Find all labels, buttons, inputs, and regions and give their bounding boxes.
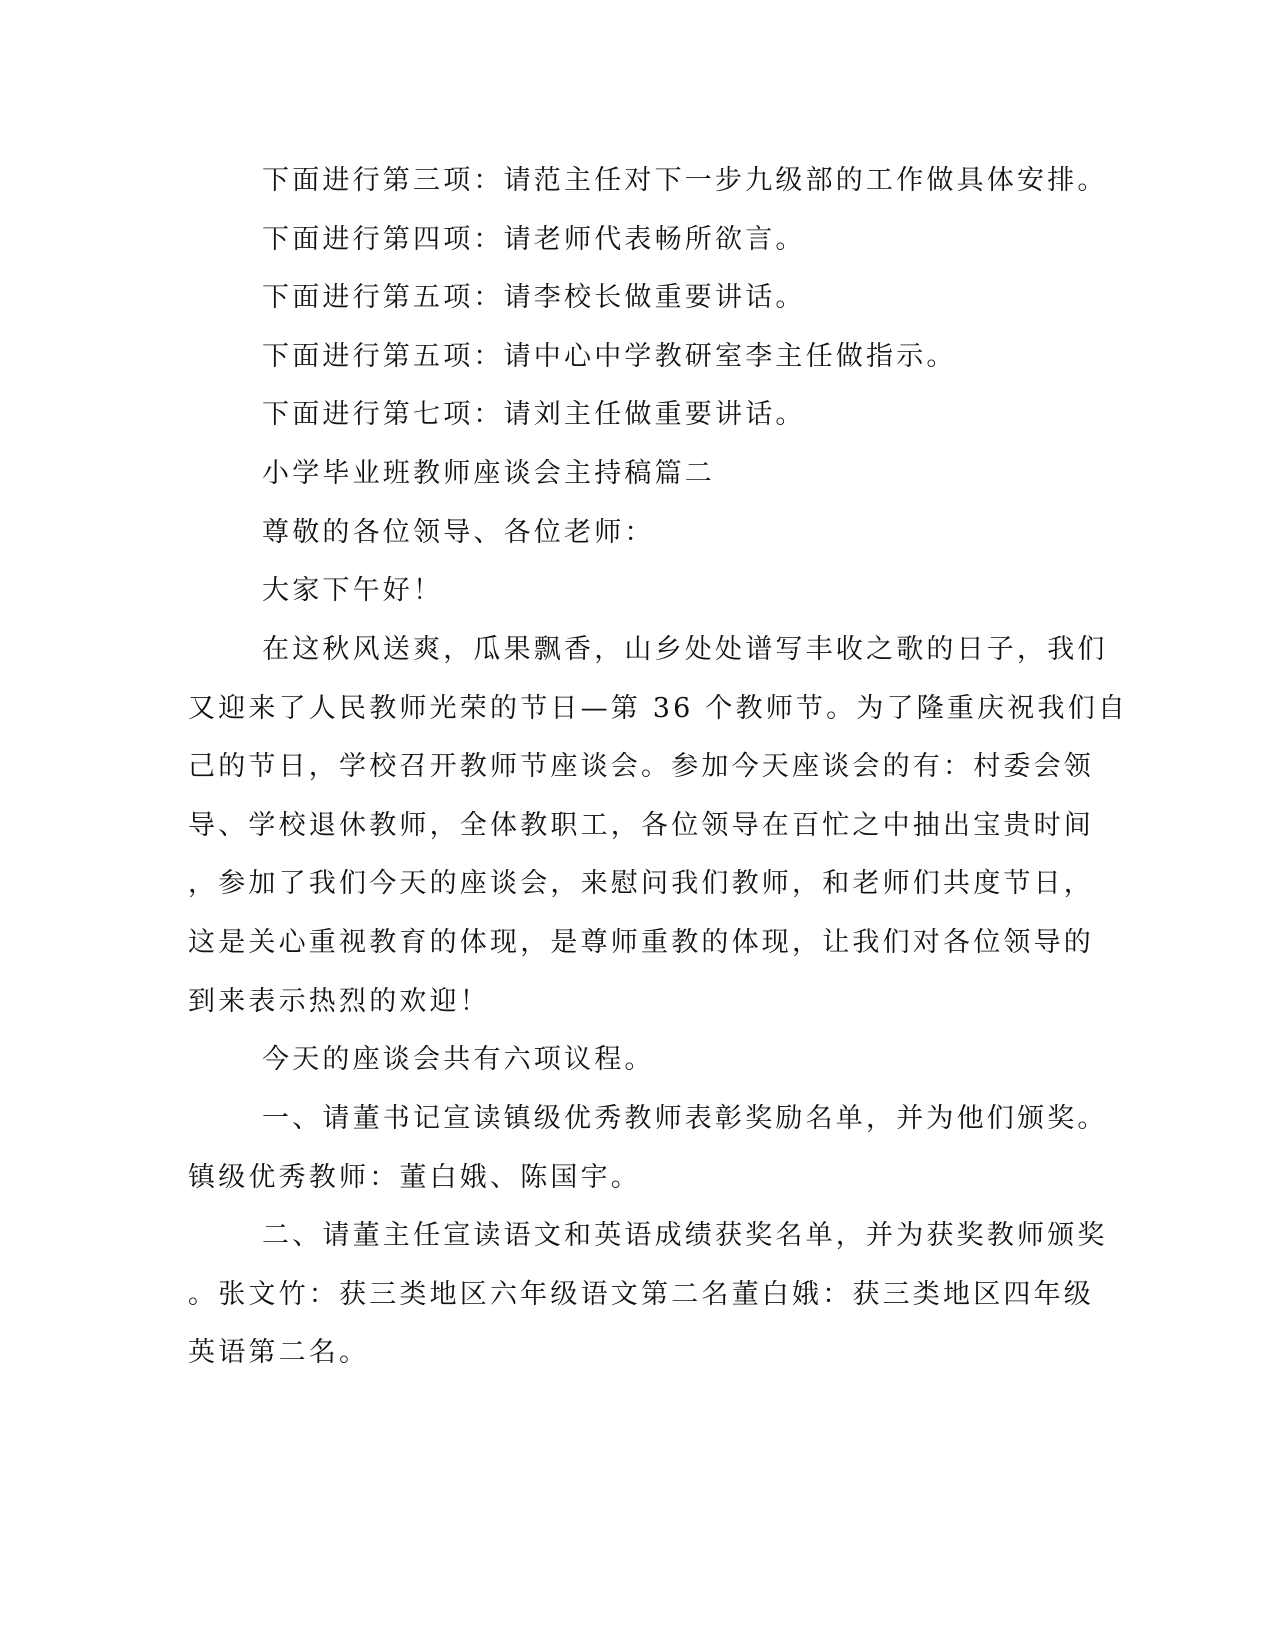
section-title: 小学毕业班教师座谈会主持稿篇二 bbox=[262, 458, 715, 489]
salutation: 尊敬的各位领导、各位老师： bbox=[262, 517, 655, 548]
agenda-item-7: 下面进行第七项：请刘主任做重要讲话。 bbox=[262, 399, 806, 430]
agenda-item-4: 下面进行第四项：请老师代表畅所欲言。 bbox=[262, 224, 806, 255]
greeting: 大家下午好！ bbox=[262, 575, 444, 606]
agenda-step-2: 二、请董主任宣读语文和英语成绩获奖名单，并为获奖教师颁奖 bbox=[262, 1220, 1108, 1251]
paragraph-line: 在这秋风送爽，瓜果飘香，山乡处处谱写丰收之歌的日子，我们 bbox=[262, 634, 1108, 665]
agenda-step-1: 一、请董书记宣读镇级优秀教师表彰奖励名单，并为他们颁奖。 bbox=[262, 1103, 1108, 1134]
paragraph-line: 又迎来了人民教师光荣的节日—第 36 个教师节。为了隆重庆祝我们自 bbox=[188, 693, 1129, 724]
agenda-step-1-detail: 镇级优秀教师：董白娥、陈国宇。 bbox=[188, 1162, 641, 1193]
agenda-item-3: 下面进行第三项：请范主任对下一步九级部的工作做具体安排。 bbox=[262, 165, 1108, 196]
agenda-step-2-detail: 英语第二名。 bbox=[188, 1337, 370, 1368]
agenda-step-2-detail: 。张文竹：获三类地区六年级语文第二名董白娥：获三类地区四年级 bbox=[188, 1279, 1094, 1310]
paragraph-line: ，参加了我们今天的座谈会，来慰问我们教师，和老师们共度节日， bbox=[188, 868, 1094, 899]
paragraph-line: 己的节日，学校召开教师节座谈会。参加今天座谈会的有：村委会领 bbox=[188, 751, 1094, 782]
agenda-item-5: 下面进行第五项：请李校长做重要讲话。 bbox=[262, 282, 806, 313]
paragraph-line: 导、学校退休教师，全体教职工，各位领导在百忙之中抽出宝贵时间 bbox=[188, 810, 1094, 841]
agenda-item-5b: 下面进行第五项：请中心中学教研室李主任做指示。 bbox=[262, 341, 957, 372]
paragraph-line: 这是关心重视教育的体现，是尊师重教的体现，让我们对各位领导的 bbox=[188, 927, 1094, 958]
paragraph-line: 到来表示热烈的欢迎！ bbox=[188, 986, 490, 1017]
agenda-intro: 今天的座谈会共有六项议程。 bbox=[262, 1044, 655, 1075]
